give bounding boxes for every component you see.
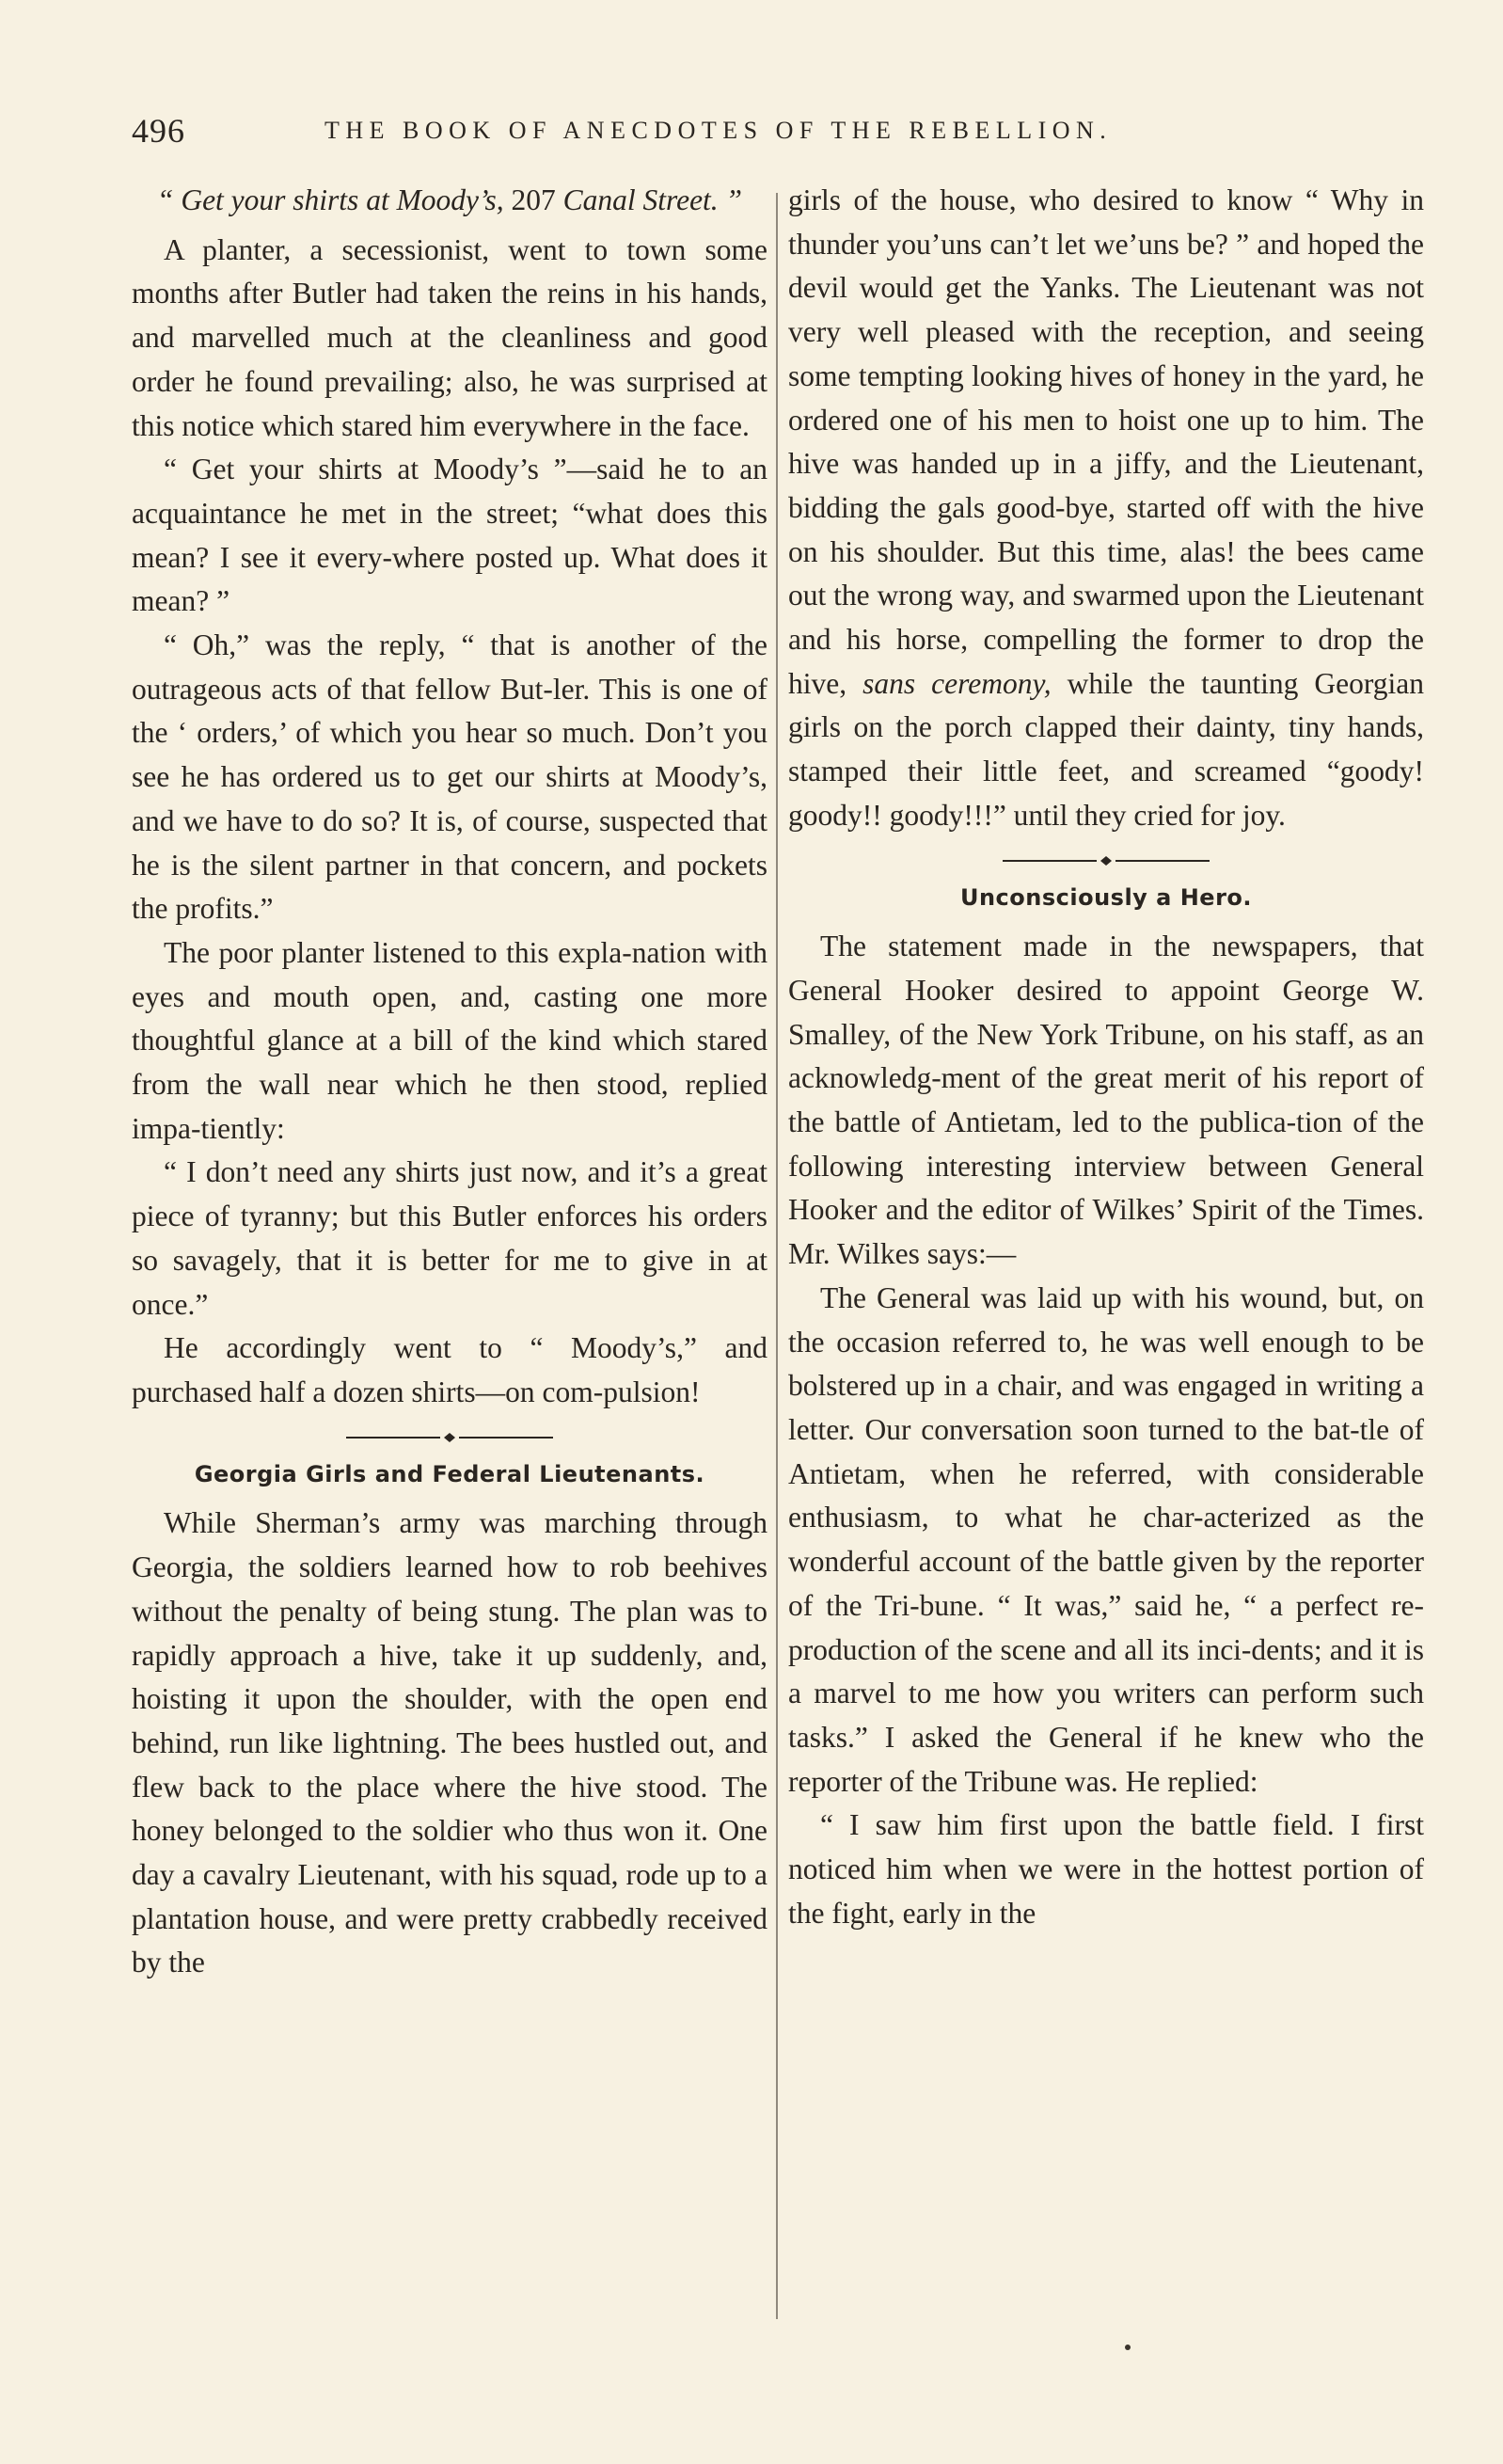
text-run: while the taunting Georgian girls on the porch clapped their dainty, tiny hands, stamped their little feet, and screamed “goody! goody!! goody!!!” until they cried for joy. — [788, 666, 1425, 832]
section-heading: Unconsciously a Hero. — [959, 883, 1253, 911]
notice-italic: “ Get your shirts at Moody’s, — [156, 183, 504, 216]
notice-number: 207 — [503, 183, 563, 216]
text-run: girls of the house, who desired to know “ Why in thunder you’uns can’t let we’uns be? ” and hoped the devil would get the Yanks. The Lieutenant was not very well pleased with the reception, and seeing some tempting looking hives of honey in the yard, he ordered one of his men to hoist one up to him. The hive was handed up in a jiffy, and the Lieutenant, bidding the gals good-bye, started off with the hive on his shoulder. But this time, alas! the bees came out the wrong way, and swarmed upon the Lieutenant and his horse, compelling the former to drop the hive, — [788, 183, 1424, 700]
paragraph: He accordingly went to “ Moody’s,” and purchased half a dozen shirts—on com-pulsion! — [132, 1331, 767, 1408]
paragraph: “ I don’t need any shirts just now, and it’s a great piece of tyranny; but this Butler enforces his orders so savagely, that it is better for me to give in at once.” — [132, 1155, 767, 1321]
running-head — [132, 111, 1448, 158]
paragraph: “ Get your shirts at Moody’s ”—said he to an acquaintance he met in the street; “what does this mean? I see it every-where posted up. What does it mean? ” — [132, 453, 767, 618]
print-speck — [1125, 2345, 1131, 2350]
section-ornament — [1003, 851, 1210, 870]
notice-italic-end: Canal Street. ” — [562, 183, 743, 216]
left-column — [132, 179, 767, 1985]
paragraph: “ I saw him first upon the battle field. I first noticed him when we were in the hottest portion of the fight, early in the — [788, 1808, 1424, 1930]
running-title: THE BOOK OF ANECDOTES OF THE REBELLION. — [324, 117, 1113, 144]
page-number: 496 — [132, 112, 185, 150]
section-heading: Georgia Girls and Federal Lieutenants. — [194, 1460, 705, 1487]
paragraph: The General was laid up with his wound, but, on the occasion referred to, he was well enough to be bolstered up in a chair, and was engaged in writing a letter. Our conversation soon turned to the bat-tle of Antietam, when he referred, with considerable enthusiasm, to what he char-acterized as the wonderful account of the battle given by the reporter of the Tri-bune. “ It was,” said he, “ a perfect re-production of the scene and all its inci-dents; and it is a marvel to me how you writers can perform such tasks.” I asked the General if he knew who the reporter of the Tribune was. He replied: — [788, 1280, 1424, 1798]
paragraph-continued — [788, 179, 1424, 838]
paragraph: The poor planter listened to this expla-nation with eyes and mouth open, and, casting one more thoughtful glance at a bill of the kind which stared from the wall near which he then stood, replied impa-tiently: — [132, 935, 767, 1145]
paragraph: “ Oh,” was the reply, “ that is another of the outrageous acts of that fellow But-ler. This is one of the ‘ orders,’ of which you hear so much. Don’t you see he has ordered us to get our shirts at Moody’s, and we have to do so? It is, of course, suspected that he is the silent partner in that concern, and pockets the profits.” — [132, 628, 767, 926]
right-column — [788, 179, 1424, 1935]
paragraph: A planter, a secessionist, went to town some months after Butler had taken the reins in his hands, and marvelled much at the cleanliness and good order he found prevailing; also, he was surprised at this notice which stared him everywhere in the face. — [132, 232, 767, 442]
italic-phrase: sans ceremony, — [862, 666, 1052, 700]
paragraph: The statement made in the newspapers, that General Hooker desired to appoint George W. Smalley, of the New York Tribune, on his staff, as an acknowledg-ment of the great merit of his report of the battle of Antietam, led to the publica-tion of the following interesting interview between General Hooker and the editor of Wilkes’ Spirit of the Times. Mr. Wilkes says:— — [788, 930, 1424, 1271]
paragraph: While Sherman’s army was marching through Georgia, the soldiers learned how to rob beehives without the penalty of being stung. The plan was to rapidly approach a hive, take it up suddenly, and, hoisting it upon the shoulder, with the open end behind, run like lightning. The bees hustled out, and flew back to the place where the hive stood. The honey belonged to the soldier who thus won it. One day a cavalry Lieutenant, with his squad, rode up to a plantation house, and were pretty crabbedly received by the — [132, 1506, 767, 1979]
section-ornament — [346, 1428, 553, 1447]
column-divider — [776, 193, 778, 2319]
moodys-notice — [132, 179, 767, 223]
